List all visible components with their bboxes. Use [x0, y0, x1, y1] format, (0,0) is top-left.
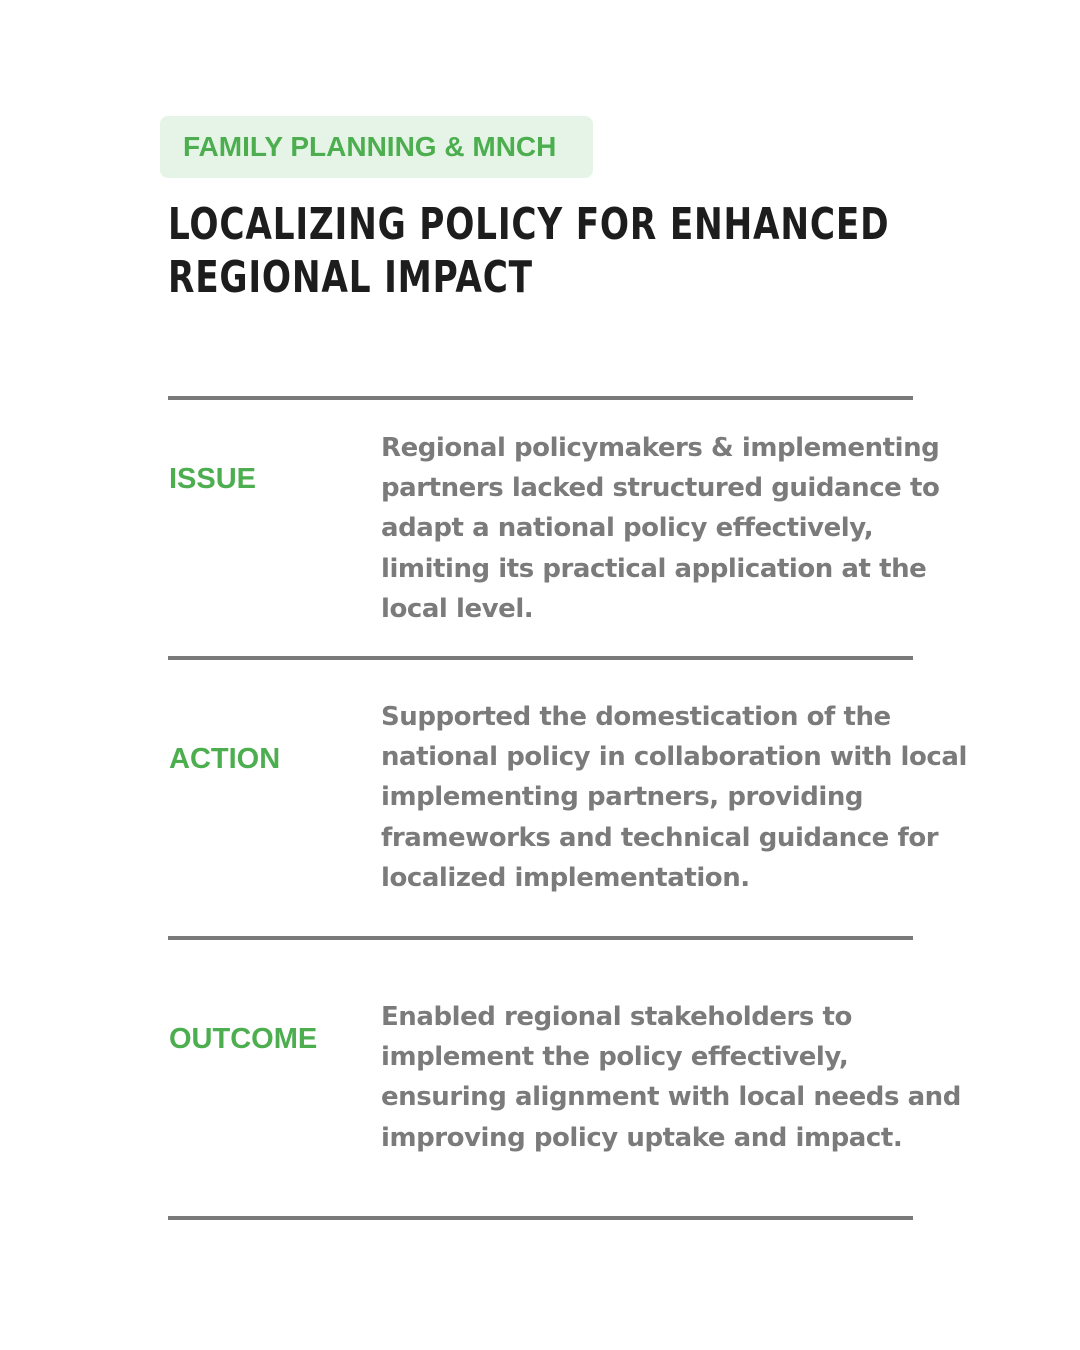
action-label: ACTION — [169, 743, 281, 775]
issue-text: Regional policymakers & implementing partners lacked structured guidance to adapt a national policy effectively, limiting its practical application at the local level. — [381, 433, 940, 624]
issue-label: ISSUE — [169, 463, 257, 495]
divider-issue-action — [168, 656, 913, 660]
category-tag: FAMILY PLANNING & MNCH — [160, 116, 593, 178]
page-title: LOCALIZING POLICY FOR ENHANCED REGIONAL IMPACT — [168, 199, 890, 303]
divider-top — [168, 396, 913, 400]
action-text: Supported the domestication of the national policy in collaboration with local implementing partners, providing frameworks and technical guidance for localized implementation. — [381, 702, 967, 893]
outcome-label: OUTCOME — [169, 1023, 318, 1055]
divider-action-outcome — [168, 936, 913, 940]
outcome-text: Enabled regional stakeholders to implement the policy effectively, ensuring alignment with local needs and improving policy uptake and impact. — [381, 1002, 961, 1153]
divider-bottom — [168, 1216, 913, 1220]
